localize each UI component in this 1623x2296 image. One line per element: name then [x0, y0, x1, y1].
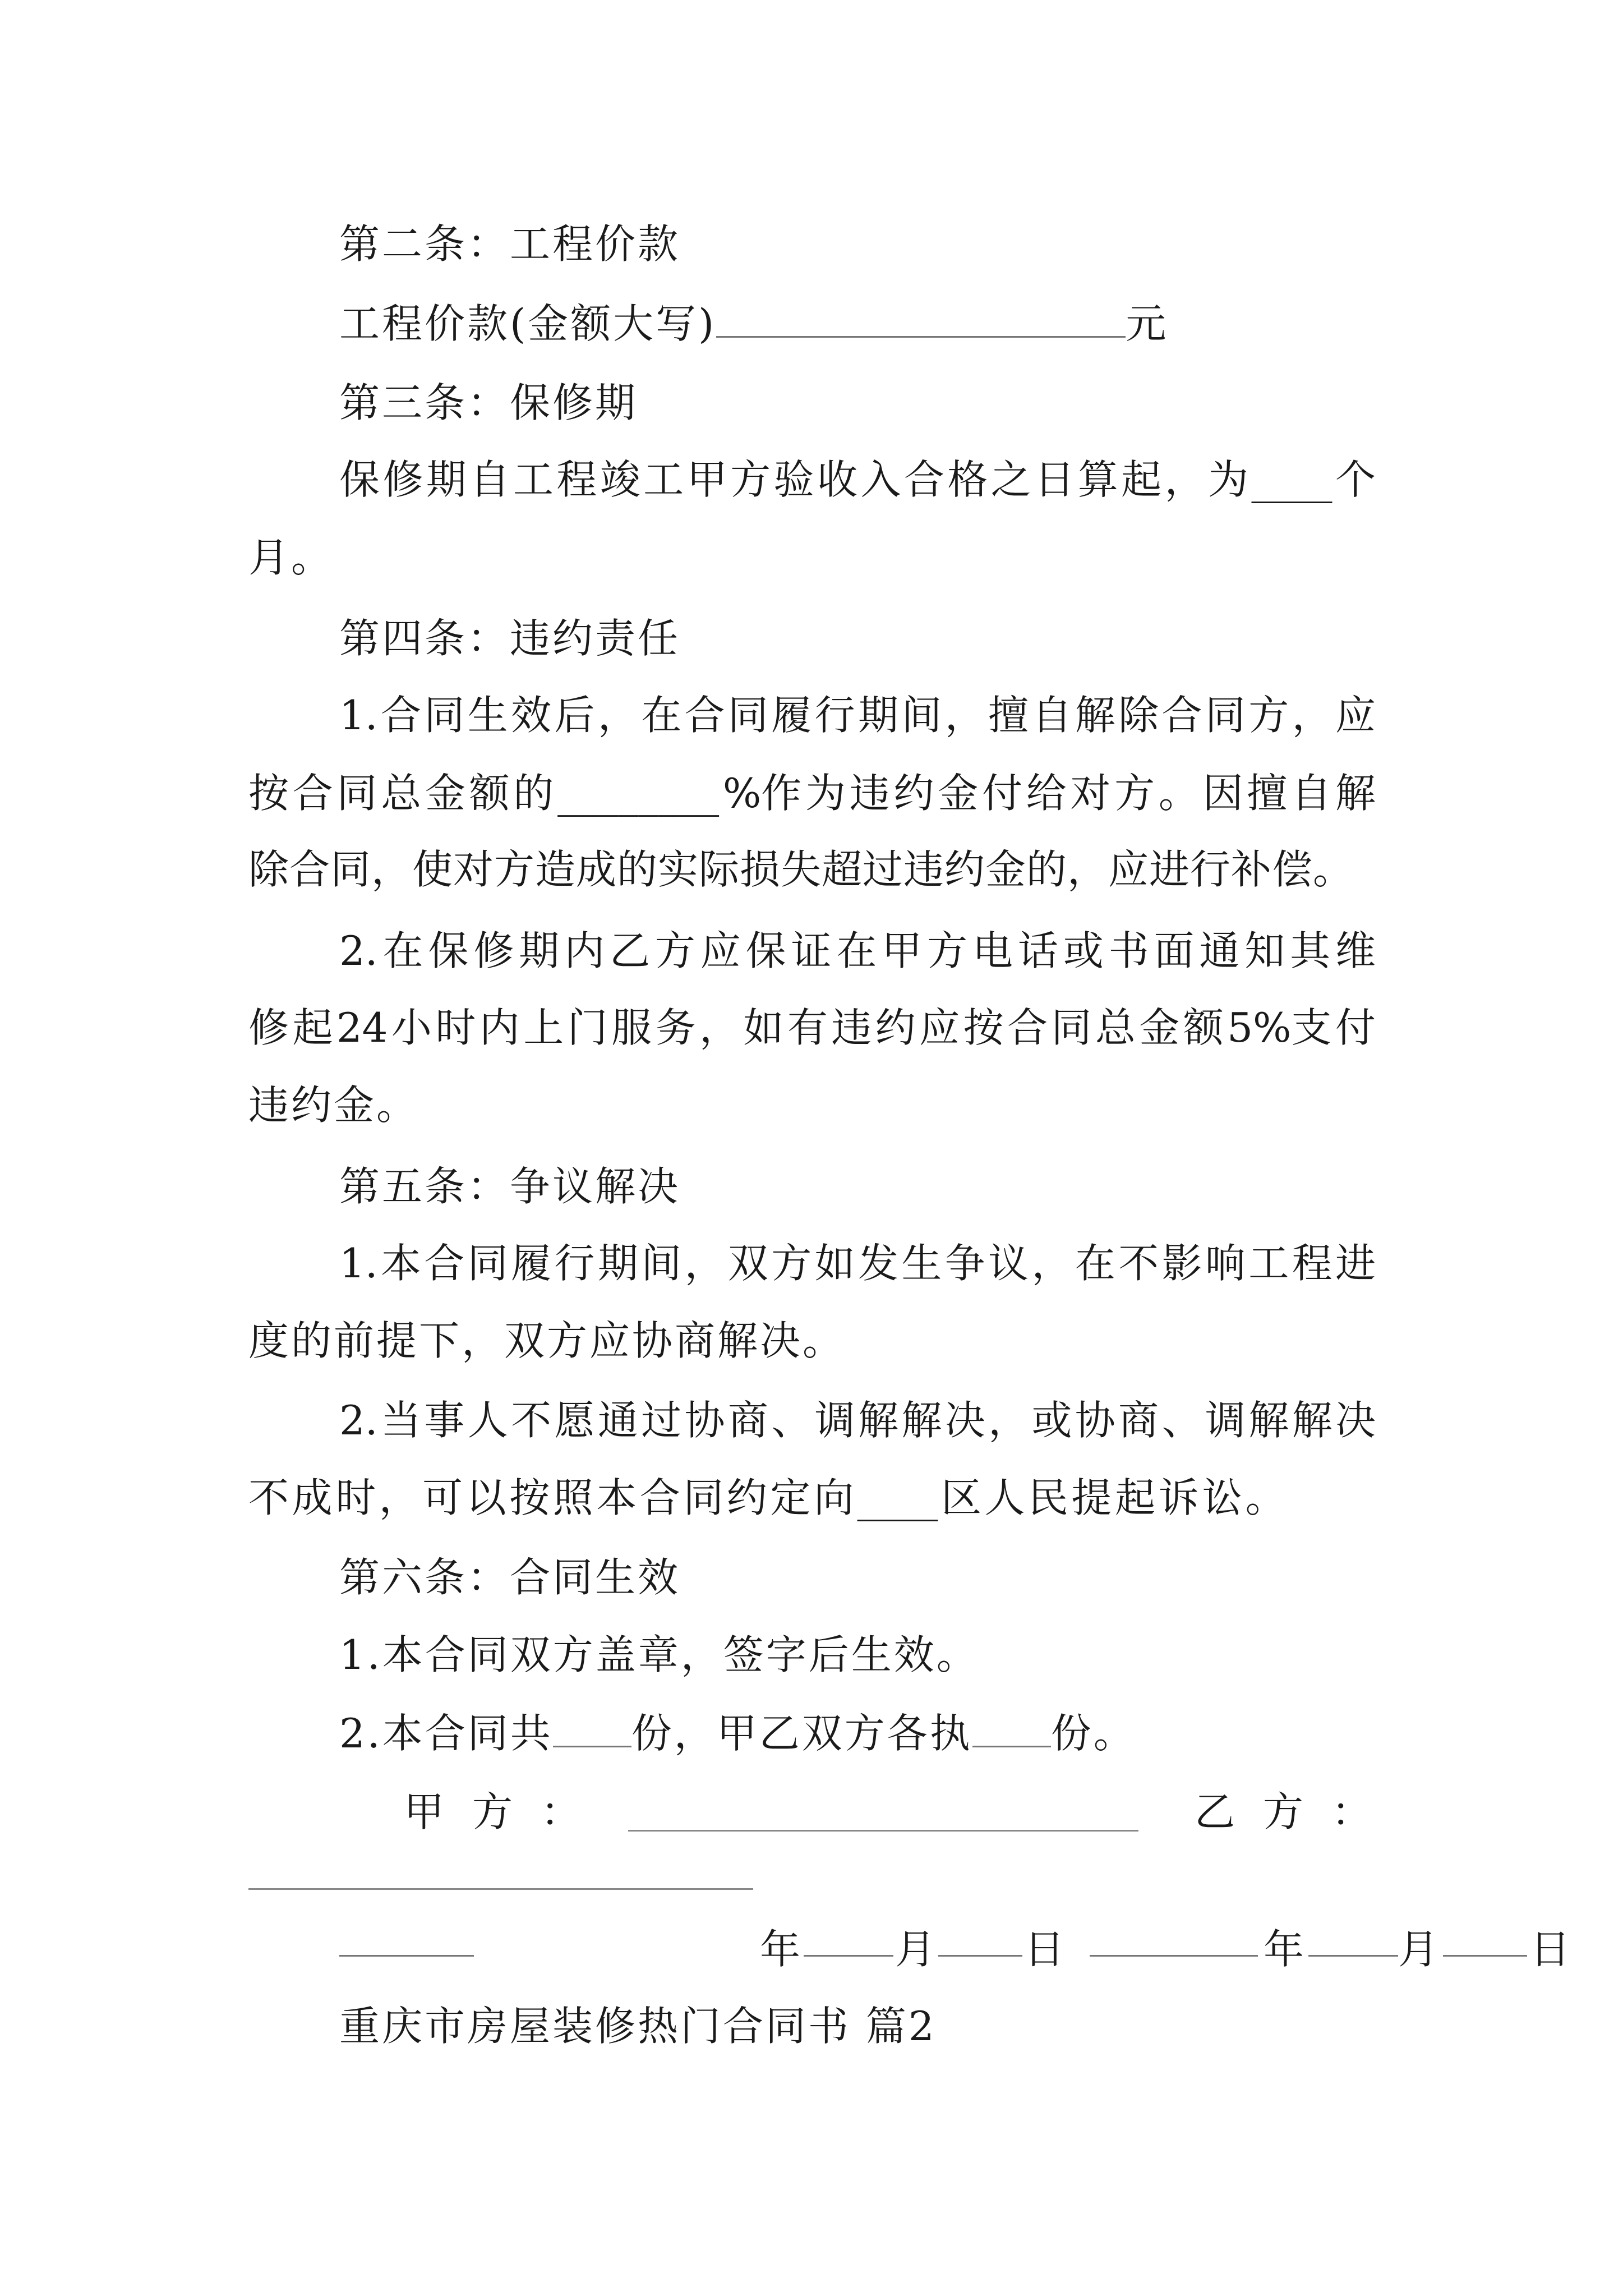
price-blank: [716, 302, 1126, 338]
date-b-year-label: 年: [1264, 1926, 1307, 1973]
breach-p2-line-3: 违约金。: [248, 1082, 419, 1129]
article-3-heading: 第三条：保修期: [339, 379, 638, 426]
breach-p1-line-1: 1. 合 同 生 效 后 ， 在 合 同 履 行 期 间 ， 擅 自 解 除 合 同 方 ， 应: [339, 692, 1376, 739]
date-a-month-blank: [804, 1921, 893, 1957]
date-a-day-blank: [938, 1921, 1022, 1957]
price-unit: 元: [1126, 300, 1169, 347]
copies-total-blank: [553, 1712, 631, 1747]
date-a-day-label: 日: [1024, 1926, 1067, 1973]
effect-p2: 2.本合同共 份，甲乙双方各执 份。: [339, 1710, 1136, 1757]
date-a-year-blank: [339, 1921, 474, 1957]
breach-p1-line-2: 按 合 同 总 金 额 的 ________ %作 为 违 约 金 付 给 对 方 。 因 擅 自 解: [248, 770, 1376, 817]
dispute-p2-line-1: 2. 当 事 人 不 愿 通 过 协 商 、 调 解 解 决 ， 或 协 商 、 调 解 解 决: [339, 1397, 1376, 1444]
party-a-label: 甲 方 ：: [404, 1788, 583, 1835]
dispute-p2-line-2: 不 成 时 ， 可 以 按 照 本 合 同 约 定 向 ____ 区 人 民 提 起 诉 讼 。: [248, 1474, 1286, 1521]
article-5-heading: 第五条：争议解决: [339, 1163, 681, 1210]
breach-p2-line-2: 修 起 24 小 时 内 上 门 服 务 ， 如 有 违 约 应 按 合 同 总 金 额 5%支 付: [248, 1004, 1376, 1051]
copies-each-blank: [972, 1712, 1051, 1747]
dispute-p1-line-1: 1. 本 合 同 履 行 期 间 ， 双 方 如 发 生 争 议 ， 在 不 影 响 工 程 进: [339, 1240, 1376, 1287]
date-a-year-label: 年: [760, 1926, 803, 1973]
article-2-heading: 第二条：工程价款: [339, 220, 681, 268]
price-label: 工程价款(金额大写): [339, 300, 717, 347]
article-4-heading: 第四条：违约责任: [339, 615, 681, 662]
party-a-signature-line: [628, 1830, 1138, 1832]
date-b-month-label: 月: [1398, 1926, 1441, 1973]
dispute-p1-line-2: 度的前提下，双方应协商解决。: [248, 1317, 846, 1364]
warranty-line-2: 月。: [248, 534, 334, 581]
warranty-line-1: 保 修 期 自 工 程 竣 工 甲 方 验 收 入 合 格 之 日 算 起 ， 为 ____ 个: [339, 456, 1376, 503]
date-a-month-label: 月: [895, 1926, 938, 1973]
breach-p2-line-1: 2. 在 保 修 期 内 乙 方 应 保 证 在 甲 方 电 话 或 书 面 通 知 其 维: [339, 927, 1376, 974]
date-b-month-blank: [1308, 1921, 1398, 1957]
date-b-day-blank: [1443, 1921, 1527, 1957]
next-contract-title: 重庆市房屋装修热门合同书 篇2: [339, 2003, 937, 2050]
date-b-day-label: 日: [1530, 1926, 1573, 1973]
price-line: [339, 296, 1376, 352]
breach-p1-line-3: 除合同，使对方造成的实际损失超过违约金的，应进行补偿。: [248, 846, 1354, 893]
effect-p1: 1.本合同双方盖章，签字后生效。: [339, 1631, 979, 1678]
article-6-heading: 第六条：合同生效: [339, 1554, 681, 1601]
party-b-signature-line: [248, 1888, 753, 1890]
party-b-label: 乙 方 ：: [1195, 1788, 1374, 1835]
date-b-year-blank: [1090, 1921, 1258, 1957]
